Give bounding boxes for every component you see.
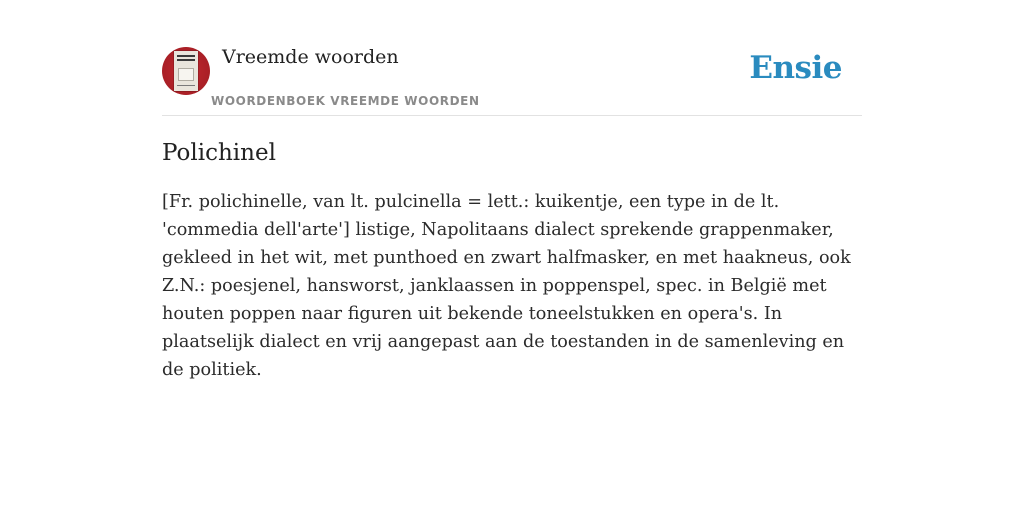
entry-definition: [Fr. polichinelle, van lt. pulcinella = lett.: kuikentje, een type in de lt. 'commedia dell'arte'] listige, Napolitaans dialect sprekende grappenmaker, gekleed in het wit, met punthoed en zwart halfmasker, en met haakneus, ook Z.N.: poesjenel, hansworst, janklaassen in poppenspel, spec. in België met houten poppen naar figuren uit bekende toneelstukken en opera's. In plaatselijk dialect en vrij aangepast aan de toestanden in de samenleving en de politiek. — [162, 192, 851, 380]
book-subtitle: WOORDENBOEK VREEMDE WOORDEN — [211, 94, 480, 108]
ensie-logo-link[interactable]: Ensie — [749, 50, 842, 86]
cover-label-box — [178, 68, 194, 81]
book-title[interactable]: Vreemde woorden — [222, 46, 399, 68]
entry-card — [162, 44, 862, 384]
book-cover-icon — [174, 51, 198, 91]
cover-title-line — [177, 59, 195, 61]
entry-term: Polichinel — [162, 140, 276, 166]
cover-title-line — [177, 55, 195, 57]
cover-footer-line — [177, 85, 195, 86]
book-cover-avatar[interactable] — [162, 47, 210, 95]
entry-header — [162, 44, 862, 116]
